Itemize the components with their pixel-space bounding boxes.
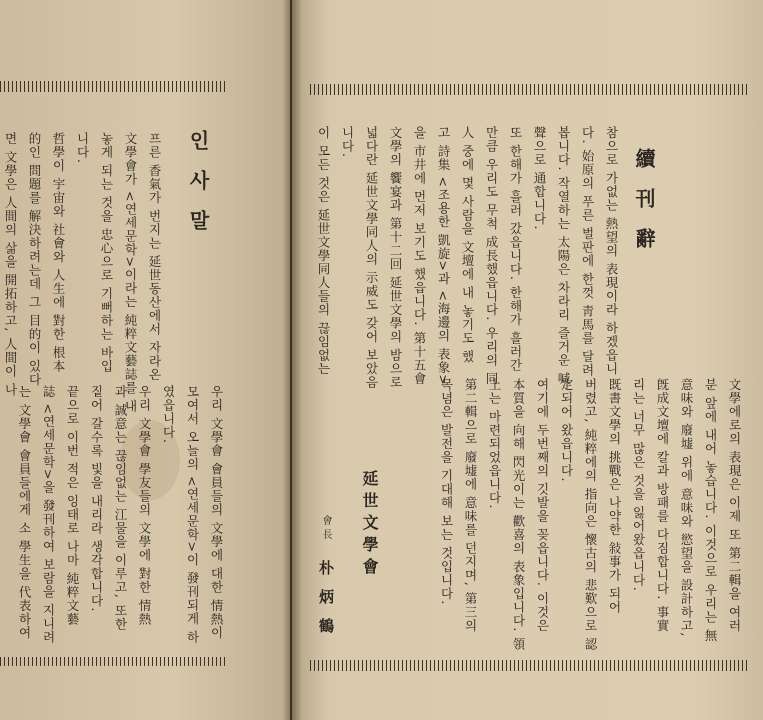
sequel-line: 고 詩集 <조용한 凱旋>과 <海邊의 表象> xyxy=(436,126,451,386)
greeting-line-lower: 는 文學會 會員들에게 소 學生을 代表하여 xyxy=(17,385,32,640)
sequel-line: 文學의 饗宴과 第十二回 延世文學의 밤으로 xyxy=(388,126,403,389)
sequel-line-lower: 목념은 발전을 기대해 보는 것입니다. xyxy=(439,378,454,606)
sequel-line: 人 중에 몇 사람을 文壇에 내 놓기도 했 xyxy=(460,126,475,364)
sequel-line: 聲으로 通합니다. xyxy=(532,126,547,231)
greeting-line: 면 文學은 人間의 삶을 開拓하고, 人間이 나 xyxy=(3,132,18,397)
bottom-border-rule xyxy=(310,660,750,671)
sequel-line-lower: 여기에 두번째의 깃발을 꽂읍니다. 이것은 xyxy=(535,378,550,633)
greeting-text-block-1 xyxy=(0,132,166,413)
greeting-title: 인사말 xyxy=(186,130,210,250)
sequel-line: 니다. xyxy=(340,126,355,158)
greeting-line: 文學會가 <연세문학>이라는 純粹文藝誌를 내 xyxy=(123,132,138,413)
greeting-line: 哲學이 宇宙와 社會와 人生에 對한 根本 xyxy=(51,132,66,373)
greeting-line-lower: 였읍니다. xyxy=(161,385,176,444)
sequel-line-lower: 文學에로의 表現은 이제 또 第二輯을 여러 xyxy=(727,378,742,633)
greeting-line: 的인 問題를 解決하려는데 그 目的이 있다 xyxy=(27,132,42,387)
greeting-line-lower: 誌 <연세문학>을 發刊하여 보람을 지니려 xyxy=(41,385,56,644)
greeting-line: 니다. xyxy=(75,132,90,164)
book-gutter-shadow xyxy=(282,0,302,720)
sequel-line-lower: 第二輯으로 廢墟에 意味를 던지며, 第三의 xyxy=(463,378,478,633)
signature-name: 朴炳鶴 xyxy=(317,560,335,647)
sequel-line-lower: 既書文學의 挑戰은 나약한 敍事가 되어 xyxy=(607,378,622,614)
sequel-line-lower: 土는 마련되었읍니다. xyxy=(487,378,502,510)
sequel-line-lower: 분 앞에 내어 놓습니다. 이것으로 우리는 無 xyxy=(703,378,718,643)
sequel-text-lower xyxy=(420,378,746,656)
sequel-line: 만큼 우리도 무척 成長했읍니다. 우리의 同 xyxy=(484,126,499,386)
sequel-line: 다. 始原의 푸른 벌판에 한껏 靑馬를 달려 xyxy=(580,126,595,377)
sequel-line-lower: 定되어 왔읍니다. xyxy=(559,378,574,483)
greeting-line-lower: 우리 文學會 會員들의 文學에 대한 情熱이 xyxy=(209,385,224,640)
sequel-line: 이 모든 것은 延世文學同人들의 끊임없는 xyxy=(316,126,331,376)
sequel-line-lower: 意味와 廢墟 위에 意味와 慾望을 設計하고, xyxy=(679,378,694,638)
greeting-text-lower xyxy=(10,385,228,655)
greeting-line: 놓게 되는 것을 忠心으로 기뻐하는 바입 xyxy=(99,132,114,373)
greeting-line-lower: 끝으로 이번 적은 잉태로 나마 純粹文藝 xyxy=(65,385,80,626)
greeting-line: 프른 香氣가 번지는 延世동산에서 자라온 xyxy=(147,132,162,382)
sequel-line: 을 市井에 먼저 보기도 했읍니다. 第十五會 xyxy=(412,126,427,386)
greeting-line-lower: 우리 文學會 學友들의 文學에 對한 情熱 xyxy=(137,385,152,626)
top-border-rule xyxy=(0,81,226,92)
signature-role: 會長 xyxy=(320,515,331,543)
sequel-line: 참으로 가없는 熱望의 表現이라 하겠읍니 xyxy=(604,126,619,376)
sequel-title: 續刊辭 xyxy=(632,148,656,268)
sequel-line-lower: 旣成文壇에 칼과 방패를 다짐합니다. 事實 xyxy=(655,378,670,633)
sequel-line: 넓다란 延世文學同人의 示威도 갖어 보았음 xyxy=(364,126,379,389)
sequel-line: 봅니다. 작열하는 太陽은 차라리 즐거운 喊 xyxy=(556,126,571,386)
greeting-line-lower: 모여서 오늘의 <연세문학>이 發刊되게 하 xyxy=(185,385,200,644)
sequel-line-lower: 리는 너무 많은 것을 잃어왔읍니다. xyxy=(631,378,646,592)
greeting-line-lower: 과 誠意는 끊임없는 江물을 이루고, 또한 xyxy=(113,385,128,631)
bottom-border-rule xyxy=(0,657,226,666)
sequel-line-lower: 本質을 向해 閃光이는 歡喜의 表象입니다. 領 xyxy=(511,378,526,651)
sequel-line-lower: 버렸고, 純粹에의 指向은 懷古의 悲歎으로 認 xyxy=(583,378,598,651)
sequel-line: 또 한해가 흘러 갔읍니다. 한해가 흘러간 xyxy=(508,126,523,372)
top-border-rule xyxy=(310,84,750,95)
signature-organization: 延世文學會 xyxy=(360,470,379,580)
sequel-text-block-1 xyxy=(311,126,623,389)
greeting-line-lower: 짙어 갈수록 빛을 내리라 생각합니다. xyxy=(89,385,104,613)
